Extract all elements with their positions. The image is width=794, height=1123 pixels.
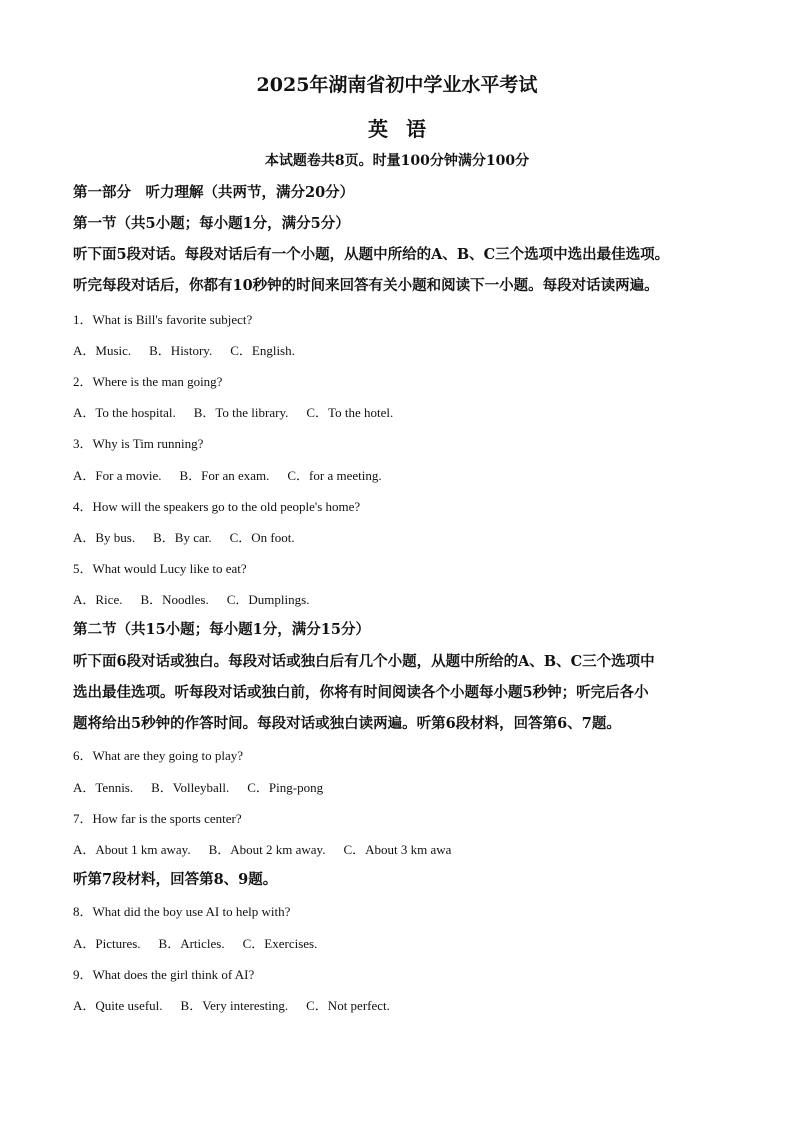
material-7-heading: 听第7段材料，回答第8、9题。 — [73, 871, 278, 888]
option-b: B．By car. — [153, 530, 212, 545]
option-b: B．About 2 km away. — [208, 842, 326, 857]
section2-instruction: 听下面6段对话或独白。每段对话或独白后有几个小题，从题中所给的A、B、C三个选项中 — [73, 653, 655, 670]
option-a: A．About 1 km away. — [73, 842, 191, 857]
question-text: 9．What does the girl think of AI? — [73, 967, 255, 982]
question-options — [73, 527, 313, 546]
option-a: A．Pictures. — [73, 936, 141, 951]
question-options — [73, 933, 335, 952]
question-text: 8．What did the boy use AI to help with? — [73, 904, 291, 919]
subject-title: 英语 — [368, 117, 444, 141]
option-b: B．History. — [149, 343, 213, 358]
option-a: A．For a movie. — [73, 468, 162, 483]
question-text: 6．What are they going to play? — [73, 748, 244, 763]
question-options — [73, 340, 313, 359]
question-options — [73, 589, 327, 608]
question-options — [73, 995, 408, 1014]
option-c: C．Exercises. — [242, 936, 318, 951]
option-a: A．Quite useful. — [73, 998, 163, 1013]
question-text: 5．What would Lucy like to eat? — [73, 561, 247, 576]
option-c: C．for a meeting. — [287, 468, 382, 483]
section1-instruction: 听下面5段对话。每段对话后有一个小题，从题中所给的A、B、C三个选项中选出最佳选项。 — [73, 246, 670, 263]
option-a: A．To the hospital. — [73, 405, 176, 420]
question-options — [73, 465, 400, 484]
option-b: B．For an exam. — [179, 468, 270, 483]
option-c: C．To the hotel. — [306, 405, 394, 420]
option-c: C．Dumplings. — [226, 592, 310, 607]
option-a: A．By bus. — [73, 530, 136, 545]
question-options — [73, 402, 411, 421]
option-b: B．Very interesting. — [180, 998, 289, 1013]
option-a: A．Rice. — [73, 592, 123, 607]
question-text: 1．What is Bill's favorite subject? — [73, 312, 253, 327]
exam-meta: 本试题卷共8页。时量100分钟满分100分 — [264, 153, 530, 169]
option-a: A．Tennis. — [73, 780, 134, 795]
question-text: 4．How will the speakers go to the old people's home? — [73, 499, 361, 514]
section2-heading: 第二节（共15小题；每小题1分，满分15分） — [73, 621, 370, 638]
question-options — [73, 839, 469, 858]
option-c: C．On foot. — [229, 530, 295, 545]
option-b: B．Articles. — [158, 936, 225, 951]
exam-title: 2025年湖南省初中学业水平考试 — [256, 74, 538, 96]
option-b: B．Volleyball. — [151, 780, 230, 795]
question-text: 7．How far is the sports center? — [73, 811, 242, 826]
section2-instruction: 选出最佳选项。听每段对话或独白前，你将有时间阅读各个小题每小题5秒钟；听完后各小 — [73, 684, 649, 701]
option-a: A．Music. — [73, 343, 132, 358]
question-text: 3．Why is Tim running? — [73, 436, 204, 451]
section2-instruction: 题将给出5秒钟的作答时间。每段对话或独白读两遍。听第6段材料，回答第6、7题。 — [73, 715, 621, 732]
option-c: C．Not perfect. — [306, 998, 390, 1013]
option-b: B．To the library. — [193, 405, 289, 420]
question-options — [73, 777, 341, 796]
question-text: 2．Where is the man going? — [73, 374, 223, 389]
option-c: C．About 3 km awa — [343, 842, 452, 857]
option-b: B．Noodles. — [140, 592, 209, 607]
section1-instruction: 听完每段对话后，你都有10秒钟的时间来回答有关小题和阅读下一小题。每段对话读两遍。 — [73, 277, 659, 294]
part1-heading: 第一部分 听力理解（共两节，满分20分） — [73, 184, 355, 201]
option-c: C．English. — [230, 343, 295, 358]
section1-heading: 第一节（共5小题；每小题1分，满分5分） — [73, 215, 350, 232]
option-c: C．Ping-pong — [247, 780, 324, 795]
